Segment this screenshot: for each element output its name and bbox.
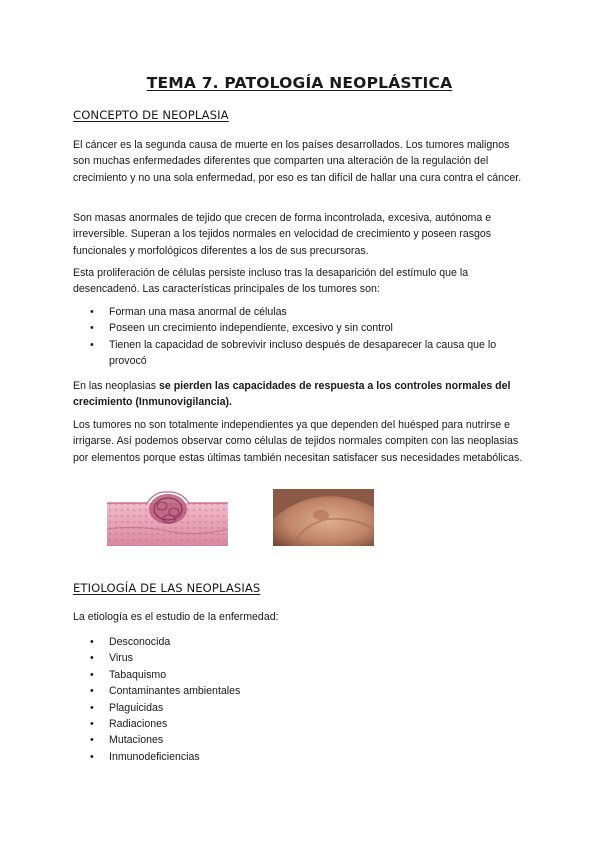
section-heading-etiologia: ETIOLOGÍA DE LAS NEOPLASIAS — [73, 581, 261, 595]
bullet-icon: • — [90, 750, 94, 763]
skin-lesion-photo — [273, 489, 374, 546]
paragraph-4: En las neoplasias se pierden las capacidades de respuesta a los controles normales del crecimiento (Inmunovigilancia). — [73, 380, 511, 409]
bullet-icon: • — [90, 306, 94, 318]
bullet-icon: • — [90, 636, 94, 648]
paragraph-3: Esta proliferación de células persiste incluso tras la desaparición del estímulo que la desencadenó. Las características principales de los tumores son: — [73, 267, 469, 296]
list-item: • Desconocida — [73, 634, 523, 650]
list-item: • Plaguicidas — [73, 700, 523, 716]
bullet-icon: • — [90, 322, 94, 335]
list-item: • Tienen la capacidad de sobrevivir incluso después de desaparecer la causa que lo provocó — [90, 338, 497, 368]
list-item: • Virus — [73, 650, 523, 666]
paragraph-2: Son masas anormales de tejido que crecen de forma incontrolada, excesiva, autónoma e irreversible. Superan a los tejidos normales en velocidad de crecimiento y poseen rasgos funcionales y morfológicos diferentes a los de sus precursoras. — [73, 212, 492, 257]
tumor-characteristics-list — [73, 304, 523, 370]
bullet-icon: • — [90, 718, 94, 731]
tumor-tissue-illustration — [107, 489, 228, 546]
paragraph-5: Los tumores no son totalmente independientes ya que dependen del huésped para nutrirse e irrigarse. Así podemos observar como células de tejidos normales compiten con las neoplasias por elementos porque estas últimas también necesitan satisfacer sus necesidades metabólicas. — [73, 419, 523, 464]
bullet-icon: • — [90, 668, 94, 681]
list-item: • Mutaciones — [73, 732, 523, 748]
etiology-intro: La etiología es el estudio de la enfermedad: — [73, 611, 279, 623]
bullet-icon: • — [90, 701, 94, 714]
list-item: • Contaminantes ambientales — [73, 683, 523, 699]
list-item: • Radiaciones — [73, 716, 523, 732]
bullet-icon: • — [90, 652, 94, 665]
page-title: TEMA 7. PATOLOGÍA NEOPLÁSTICA — [146, 74, 453, 92]
paragraph-1: El cáncer es la segunda causa de muerte en los países desarrollados. Los tumores malignos son muchas enfermedades diferentes que comparten una alteración de la regulación del crecimiento y no una sola enfermedad, por eso es tan difícil de hallar una cura contra el cáncer. — [73, 139, 522, 184]
etiology-list — [73, 634, 523, 765]
list-item: • Inmunodeficiencias — [73, 749, 523, 765]
section-heading-concepto: CONCEPTO DE NEOPLASIA — [73, 108, 229, 122]
list-item: • Forman una masa anormal de células — [73, 304, 523, 320]
bullet-icon: • — [90, 685, 94, 698]
list-item: • Poseen un crecimiento independiente, excesivo y sin control — [73, 320, 523, 336]
bullet-icon: • — [90, 734, 94, 747]
list-item: • Tabaquismo — [73, 667, 523, 683]
bullet-icon: • — [90, 338, 94, 351]
